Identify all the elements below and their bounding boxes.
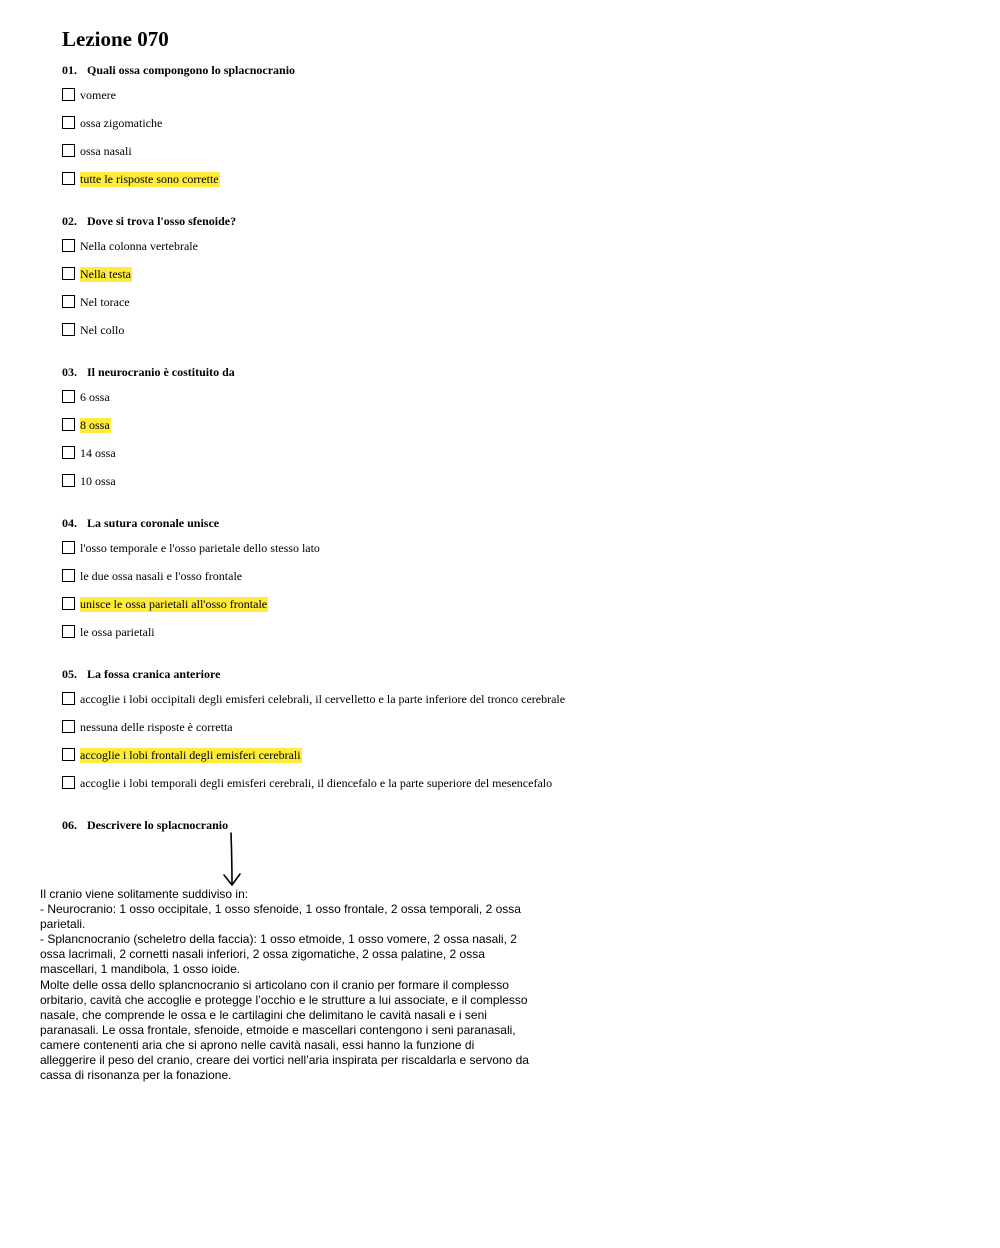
question-title — [62, 515, 219, 531]
checkbox-icon[interactable] — [62, 239, 75, 252]
question-number: 05. — [62, 667, 77, 681]
option-row — [62, 295, 236, 311]
question-number: 02. — [62, 214, 77, 228]
question-text: Dove si trova l'osso sfenoide? — [87, 214, 237, 228]
checkbox-icon[interactable] — [62, 597, 75, 610]
option-text: Nella colonna vertebrale — [80, 239, 198, 253]
option-row — [62, 390, 235, 406]
option-row — [62, 446, 235, 462]
question-number: 03. — [62, 365, 77, 379]
option-text: le due ossa nasali e l'osso frontale — [80, 569, 243, 583]
checkbox-icon[interactable] — [62, 776, 75, 789]
correct-option-text: 8 ossa — [80, 418, 110, 432]
option-text: ossa nasali — [80, 144, 132, 158]
checkbox-icon[interactable] — [62, 418, 75, 431]
question-title — [62, 666, 220, 682]
option-text: l'osso temporale e l'osso parietale dello stesso lato — [80, 541, 320, 555]
question-text: Il neurocranio è costituito da — [87, 365, 235, 379]
checkbox-icon[interactable] — [62, 748, 75, 761]
question-text: Quali ossa compongono lo splacnocranio — [87, 63, 296, 77]
checkbox-icon[interactable] — [62, 692, 75, 705]
option-text: 6 ossa — [80, 390, 110, 404]
question-number: 04. — [62, 516, 77, 530]
option-text: accoglie i lobi temporali degli emisferi cerebrali, il diencefalo e la parte superiore del mesencefalo — [80, 776, 553, 790]
checkbox-icon[interactable] — [62, 390, 75, 403]
question-title — [62, 364, 235, 380]
question-text: La fossa cranica anteriore — [87, 667, 221, 681]
checkbox-icon[interactable] — [62, 295, 75, 308]
checkbox-icon[interactable] — [62, 720, 75, 733]
question-number: 01. — [62, 63, 77, 77]
question-title — [62, 213, 236, 229]
question-title — [62, 817, 228, 833]
question-06 — [62, 817, 228, 833]
option-row — [62, 720, 233, 736]
checkbox-icon[interactable] — [62, 88, 75, 101]
question-text: Descrivere lo splacnocranio — [87, 818, 229, 832]
question-number: 06. — [62, 818, 77, 832]
option-row — [62, 88, 295, 104]
checkbox-icon[interactable] — [62, 541, 75, 554]
checkbox-icon[interactable] — [62, 446, 75, 459]
option-row — [62, 748, 301, 764]
correct-option-text: unisce le ossa parietali all'osso frontale — [80, 597, 268, 611]
checkbox-icon[interactable] — [62, 144, 75, 157]
option-row — [62, 776, 553, 792]
page-title: Lezione 070 — [62, 27, 169, 51]
answer-text: Il cranio viene solitamente suddiviso in: - Neurocranio: 1 osso occipitale, 1 osso sfenoide, 1 osso frontale, 2 ossa temporali, 2 ossa parietali. - Splancnocranio (scheletro della faccia): 1 osso etmoide, 1 osso vomere, 2 ossa nasali, 2 ossa lacrimali, 2 cornetti nasali inferiori, 2 ossa zigomatiche, 2 ossa palatine, 2 ossa mascellari, 1 mandibola, 1 osso ioide. Molte delle ossa dello splancnocranio si articolano con il cranio per formare il complesso orbitario, cavità che accoglie e protegge l’occhio e le strutture a lui associate, e il complesso nasale, che comprende le ossa e le cartilagini che delimitano le cavità nasali e i seni paranasali. Le ossa frontale, sfenoide, etmoide e mascellari contengono i seni paranasali, camere contenenti aria che si aprono nelle cavità nasali, essi hanno la funzione di alleggerire il peso del cranio, creare dei vortici nell’aria inspirata per riscaldarla e servono da cassa di risonanza per la fonazione. — [40, 887, 529, 1083]
option-text: Nel collo — [80, 323, 125, 337]
checkbox-icon[interactable] — [62, 474, 75, 487]
checkbox-icon[interactable] — [62, 569, 75, 582]
option-row — [62, 625, 219, 641]
option-text: 10 ossa — [80, 474, 116, 488]
correct-option-text: accoglie i lobi frontali degli emisferi cerebrali — [80, 748, 301, 762]
question-04 — [62, 515, 320, 641]
option-row — [62, 418, 235, 434]
question-02 — [62, 213, 236, 339]
checkbox-icon[interactable] — [62, 116, 75, 129]
option-row — [62, 144, 295, 160]
option-text: vomere — [80, 88, 116, 102]
checkbox-icon[interactable] — [62, 323, 75, 336]
question-05 — [62, 666, 566, 792]
correct-option-text: Nella testa — [80, 267, 131, 281]
checkbox-icon[interactable] — [62, 172, 75, 185]
option-row — [62, 474, 235, 490]
option-row — [62, 172, 295, 188]
option-text: nessuna delle risposte è corretta — [80, 720, 233, 734]
correct-option-text: tutte le risposte sono corrette — [80, 172, 219, 186]
arrow-down-icon — [222, 832, 242, 888]
option-row — [62, 116, 295, 132]
question-text: La sutura coronale unisce — [87, 516, 220, 530]
option-text: accoglie i lobi occipitali degli emisferi celebrali, il cervelletto e la parte inferiore del tronco cerebrale — [80, 692, 566, 706]
option-row — [62, 597, 268, 613]
checkbox-icon[interactable] — [62, 267, 75, 280]
option-row — [62, 323, 236, 339]
question-03 — [62, 364, 235, 490]
checkbox-icon[interactable] — [62, 625, 75, 638]
question-title — [62, 62, 295, 78]
option-row — [62, 239, 236, 255]
question-01 — [62, 62, 295, 188]
option-text: Nel torace — [80, 295, 130, 309]
option-row — [62, 569, 243, 585]
option-row — [62, 267, 236, 283]
option-text: ossa zigomatiche — [80, 116, 163, 130]
option-row — [62, 692, 566, 708]
option-row — [62, 541, 320, 557]
option-text: le ossa parietali — [80, 625, 155, 639]
option-text: 14 ossa — [80, 446, 116, 460]
